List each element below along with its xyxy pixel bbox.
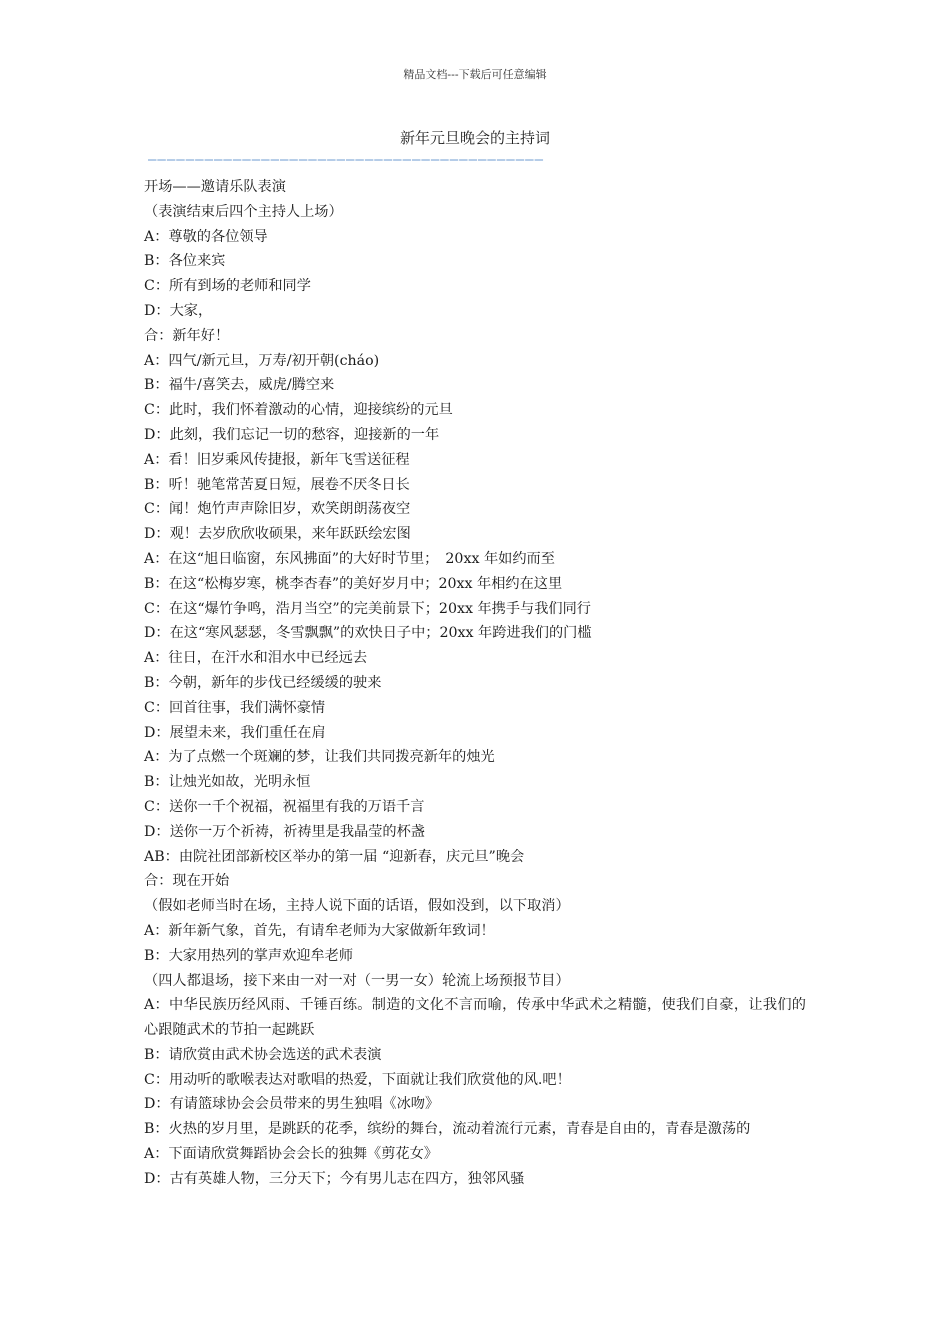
script-line: A：尊敬的各位领导 bbox=[144, 228, 268, 245]
script-line: （假如老师当时在场，主持人说下面的话语，假如没到，以下取消） bbox=[144, 898, 570, 915]
script-line: 开场——邀请乐队表演 bbox=[144, 179, 286, 195]
script-line: B：让烛光如故，光明永恒 bbox=[144, 774, 311, 791]
title-underline-rule: —————————————————————————————————————————— bbox=[148, 153, 545, 167]
script-line: 合：新年好！ bbox=[144, 327, 230, 344]
script-line: B：福牛/喜笑去，威虎/腾空来 bbox=[144, 377, 335, 394]
script-line: B：听！驰笔常苦夏日短，展卷不厌冬日长 bbox=[144, 476, 410, 493]
script-line: 合：现在开始 bbox=[144, 873, 230, 890]
script-line: A：为了点燃一个斑斓的梦，让我们共同拨亮新年的烛光 bbox=[144, 749, 495, 766]
script-line: C：送你一千个祝福，祝福里有我的万语千言 bbox=[144, 798, 425, 815]
script-line: AB：由院社团部新校区举办的第一届 “迎新春，庆元旦”晚会 bbox=[144, 848, 525, 865]
script-line: B：今朝，新年的步伐已经缓缓的驶来 bbox=[144, 674, 382, 691]
script-line: A：新年新气象，首先，有请牟老师为大家做新年致词！ bbox=[144, 922, 495, 939]
script-line: B：各位来宾 bbox=[144, 253, 226, 270]
script-line: B：在这“松梅岁寒，桃李杏春”的美好岁月中；20xx 年相约在这里 bbox=[144, 575, 563, 592]
script-line: B：大家用热列的掌声欢迎牟老师 bbox=[144, 947, 354, 964]
script-line: A：往日，在汗水和泪水中已经远去 bbox=[144, 650, 368, 667]
script-line: （表演结束后四个主持人上场） bbox=[144, 203, 343, 220]
script-line: A：看！旧岁乘风传捷报，新年飞雪送征程 bbox=[144, 451, 410, 468]
script-line: C：闻！炮竹声声除旧岁，欢笑朗朗荡夜空 bbox=[144, 501, 411, 518]
script-line: D：观！去岁欣欣收硕果，来年跃跃绘宏图 bbox=[144, 526, 411, 543]
script-line: A：下面请欣赏舞蹈协会会长的独舞《剪花女》 bbox=[144, 1146, 438, 1163]
script-line: D：有请篮球协会会员带来的男生独唱《冰吻》 bbox=[144, 1096, 440, 1113]
script-line: A：四气/新元旦，万寿/初开朝(cháo) bbox=[144, 352, 380, 369]
document-title: 新年元旦晚会的主持词 bbox=[399, 129, 550, 147]
script-line: C：回首往事，我们满怀豪情 bbox=[144, 699, 326, 716]
script-line: A：中华民族历经风雨、千锤百练。制造的文化不言而喻，传承中华武术之精髓，使我们自豪，让我们的心跟随武术的节拍一起跳跃 bbox=[144, 997, 806, 1039]
script-line: D：送你一万个祈祷，祈祷里是我晶莹的杯盏 bbox=[144, 823, 425, 840]
script-line: B：火热的岁月里，是跳跃的花季，缤纷的舞台，流动着流行元素，青春是自由的，青春是激荡的 bbox=[144, 1121, 751, 1138]
script-line: D：在这“寒风瑟瑟，冬雪飘飘”的欢快日子中；20xx 年跨进我们的门槛 bbox=[144, 625, 592, 642]
script-line: B：请欣赏由武术协会选送的武术表演 bbox=[144, 1046, 382, 1063]
script-line: （四人都退场，接下来由一对一对（一男一女）轮流上场预报节目） bbox=[144, 972, 570, 989]
page-header: 精品文档---下载后可任意编辑 bbox=[403, 68, 547, 81]
script-line: C：在这“爆竹争鸣，浩月当空”的完美前景下；20xx 年携手与我们同行 bbox=[144, 600, 591, 617]
script-line: D：古有英雄人物，三分天下；今有男儿志在四方，独邻风骚 bbox=[144, 1170, 525, 1187]
script-line: D：此刻，我们忘记一切的愁容，迎接新的一年 bbox=[144, 426, 440, 443]
script-line: C：此时，我们怀着激动的心情，迎接缤纷的元旦 bbox=[144, 402, 453, 419]
script-line: C：用动听的歌喉表达对歌唱的热爱，下面就让我们欣赏他的风.吧！ bbox=[144, 1071, 571, 1088]
document-body bbox=[144, 175, 806, 1192]
script-line: A：在这“旭日临窗，东风拂面”的大好时节里； 20xx 年如约而至 bbox=[144, 550, 555, 567]
script-line: D：大家， bbox=[144, 302, 213, 319]
script-line: C：所有到场的老师和同学 bbox=[144, 278, 311, 295]
script-line: D：展望未来，我们重任在肩 bbox=[144, 724, 326, 741]
